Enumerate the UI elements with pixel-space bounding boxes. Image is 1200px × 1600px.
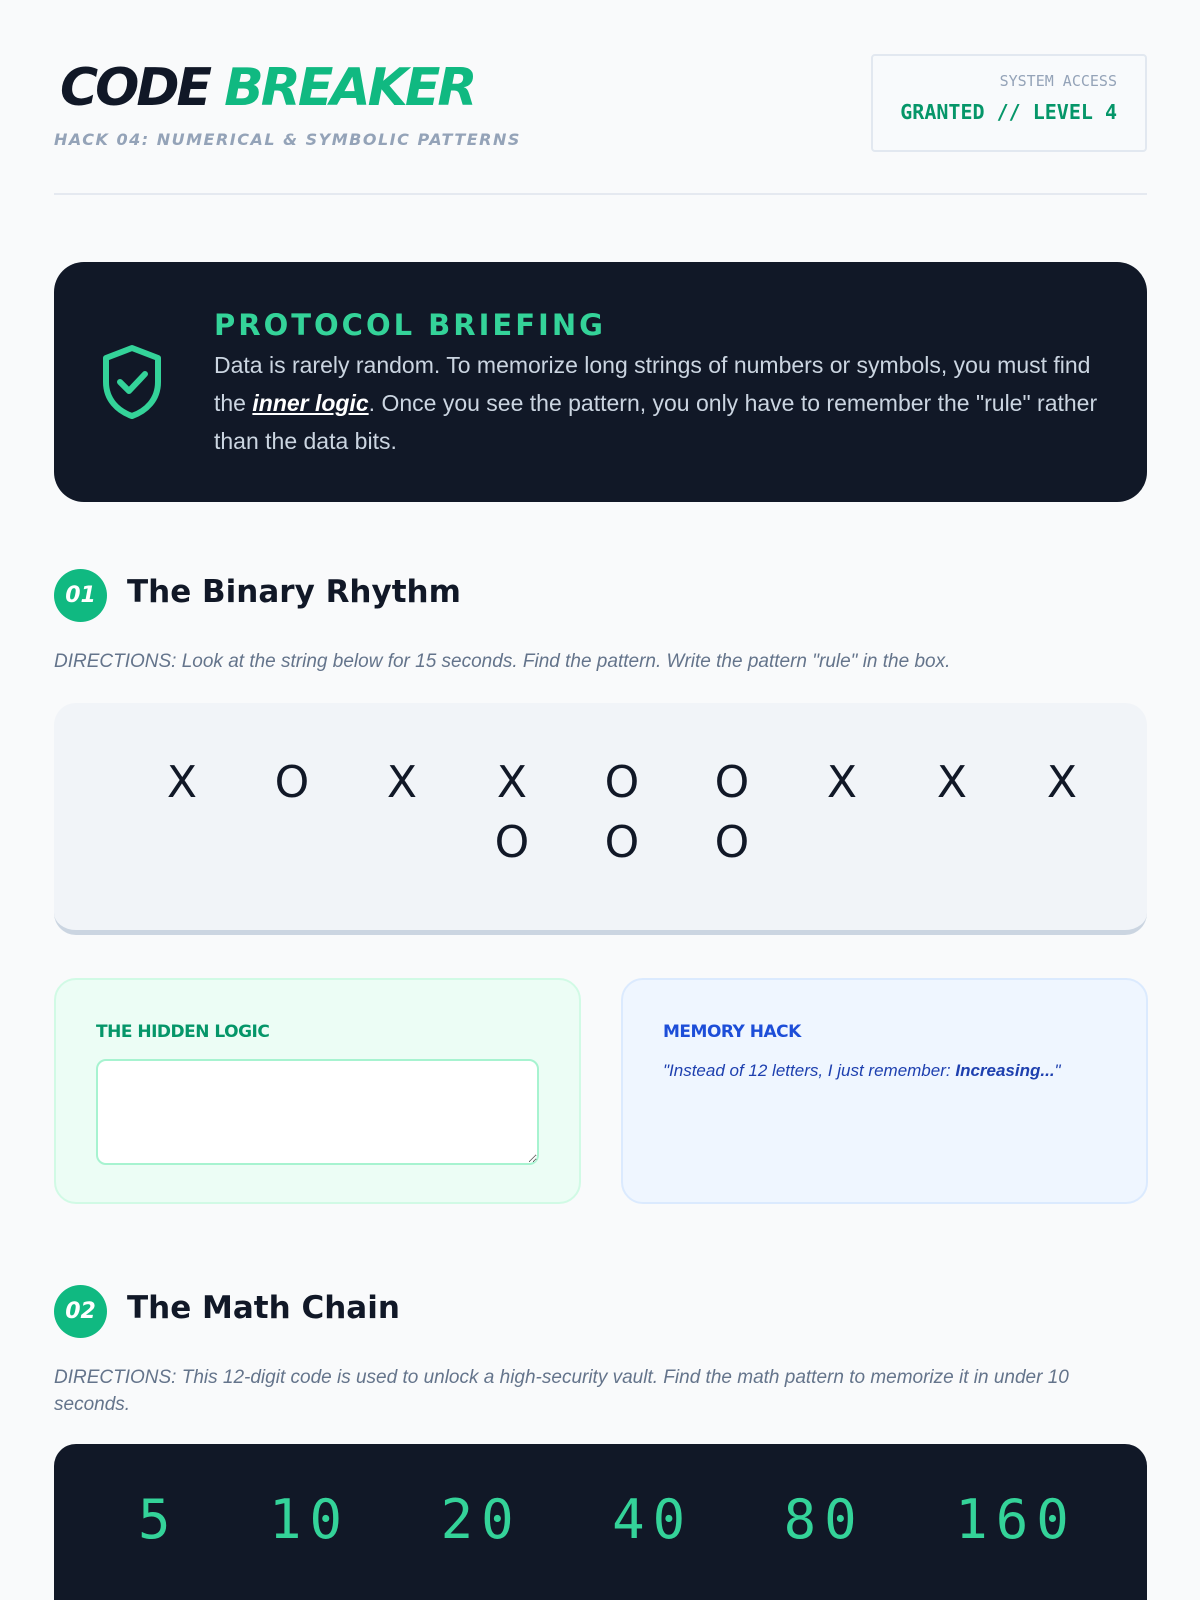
section-title: The Math Chain (127, 1290, 400, 1326)
briefing-text (214, 346, 1114, 460)
symbol: O (604, 817, 640, 868)
symbol-string (127, 753, 1117, 873)
system-access-panel (871, 54, 1147, 152)
sequence-number: 20 (440, 1488, 522, 1551)
symbol: X (496, 757, 528, 808)
briefing-title: PROTOCOL BRIEFING (214, 308, 606, 342)
system-access-value: GRANTED // LEVEL 4 (900, 100, 1117, 124)
memory-hack-quote-start: "Instead of 12 letters, I just remember: (663, 1061, 956, 1080)
brand-word-breaker: BREAKER (224, 58, 475, 118)
symbol: X (166, 757, 198, 808)
symbol: O (604, 757, 640, 808)
section-number-badge: 02 (54, 1285, 107, 1338)
symbol: O (714, 757, 750, 808)
shield-check-icon (100, 344, 164, 420)
page-subtitle: HACK 04: NUMERICAL & SYMBOLIC PATTERNS (54, 130, 521, 149)
sequence-number: 10 (269, 1488, 351, 1551)
symbol: O (274, 757, 310, 808)
section-title: The Binary Rhythm (127, 574, 461, 610)
symbol: X (936, 757, 968, 808)
section-number-badge: 01 (54, 569, 107, 622)
symbol: O (714, 817, 750, 868)
symbol: X (386, 757, 418, 808)
sequence-number: 160 (955, 1488, 1077, 1551)
briefing-text-end: . Once you see the pattern, you only have to remember the "rule" rather than the data bits. (214, 390, 1098, 454)
section-directions: DIRECTIONS: Look at the string below for 15 seconds. Find the pattern. Write the pattern "rule" in the box. (54, 651, 951, 672)
system-access-label: SYSTEM ACCESS (999, 72, 1117, 90)
brand-word-code: CODE (60, 58, 210, 118)
memory-hack-label: MEMORY HACK (663, 1022, 801, 1042)
hidden-logic-card (54, 978, 581, 1204)
section-header-math-chain (54, 1285, 1147, 1339)
page-header (54, 0, 1147, 195)
symbol-string-panel (54, 703, 1147, 935)
memory-hack-quote-bold: Increasing... (955, 1061, 1055, 1080)
sequence-number: 80 (783, 1488, 865, 1551)
memory-hack-quote-end: " (1054, 1061, 1061, 1080)
math-chain-panel (54, 1444, 1147, 1600)
symbol: X (1046, 757, 1078, 808)
memory-hack-card (621, 978, 1148, 1204)
briefing-text-start: Data is rarely random. To memorize long strings of numbers or symbols, you must find the (214, 352, 1091, 416)
protocol-briefing-panel (54, 262, 1147, 502)
sequence-number: 5 (138, 1488, 179, 1551)
memory-hack-quote (663, 1061, 1123, 1081)
hidden-logic-input[interactable] (96, 1059, 539, 1165)
symbol: X (826, 757, 858, 808)
briefing-emphasis: inner logic (252, 390, 369, 416)
worksheet-page (54, 0, 1147, 1551)
symbol: O (494, 817, 530, 868)
section-directions: DIRECTIONS: This 12-digit code is used to unlock a high-security vault. Find the math pattern to memorize it in under 10 seconds. (54, 1367, 1069, 1415)
hidden-logic-label: THE HIDDEN LOGIC (96, 1022, 270, 1042)
section-header-binary-rhythm (54, 569, 1147, 623)
sequence-number: 40 (612, 1488, 694, 1551)
brand-title (60, 58, 474, 118)
number-sequence (138, 1488, 1127, 1551)
